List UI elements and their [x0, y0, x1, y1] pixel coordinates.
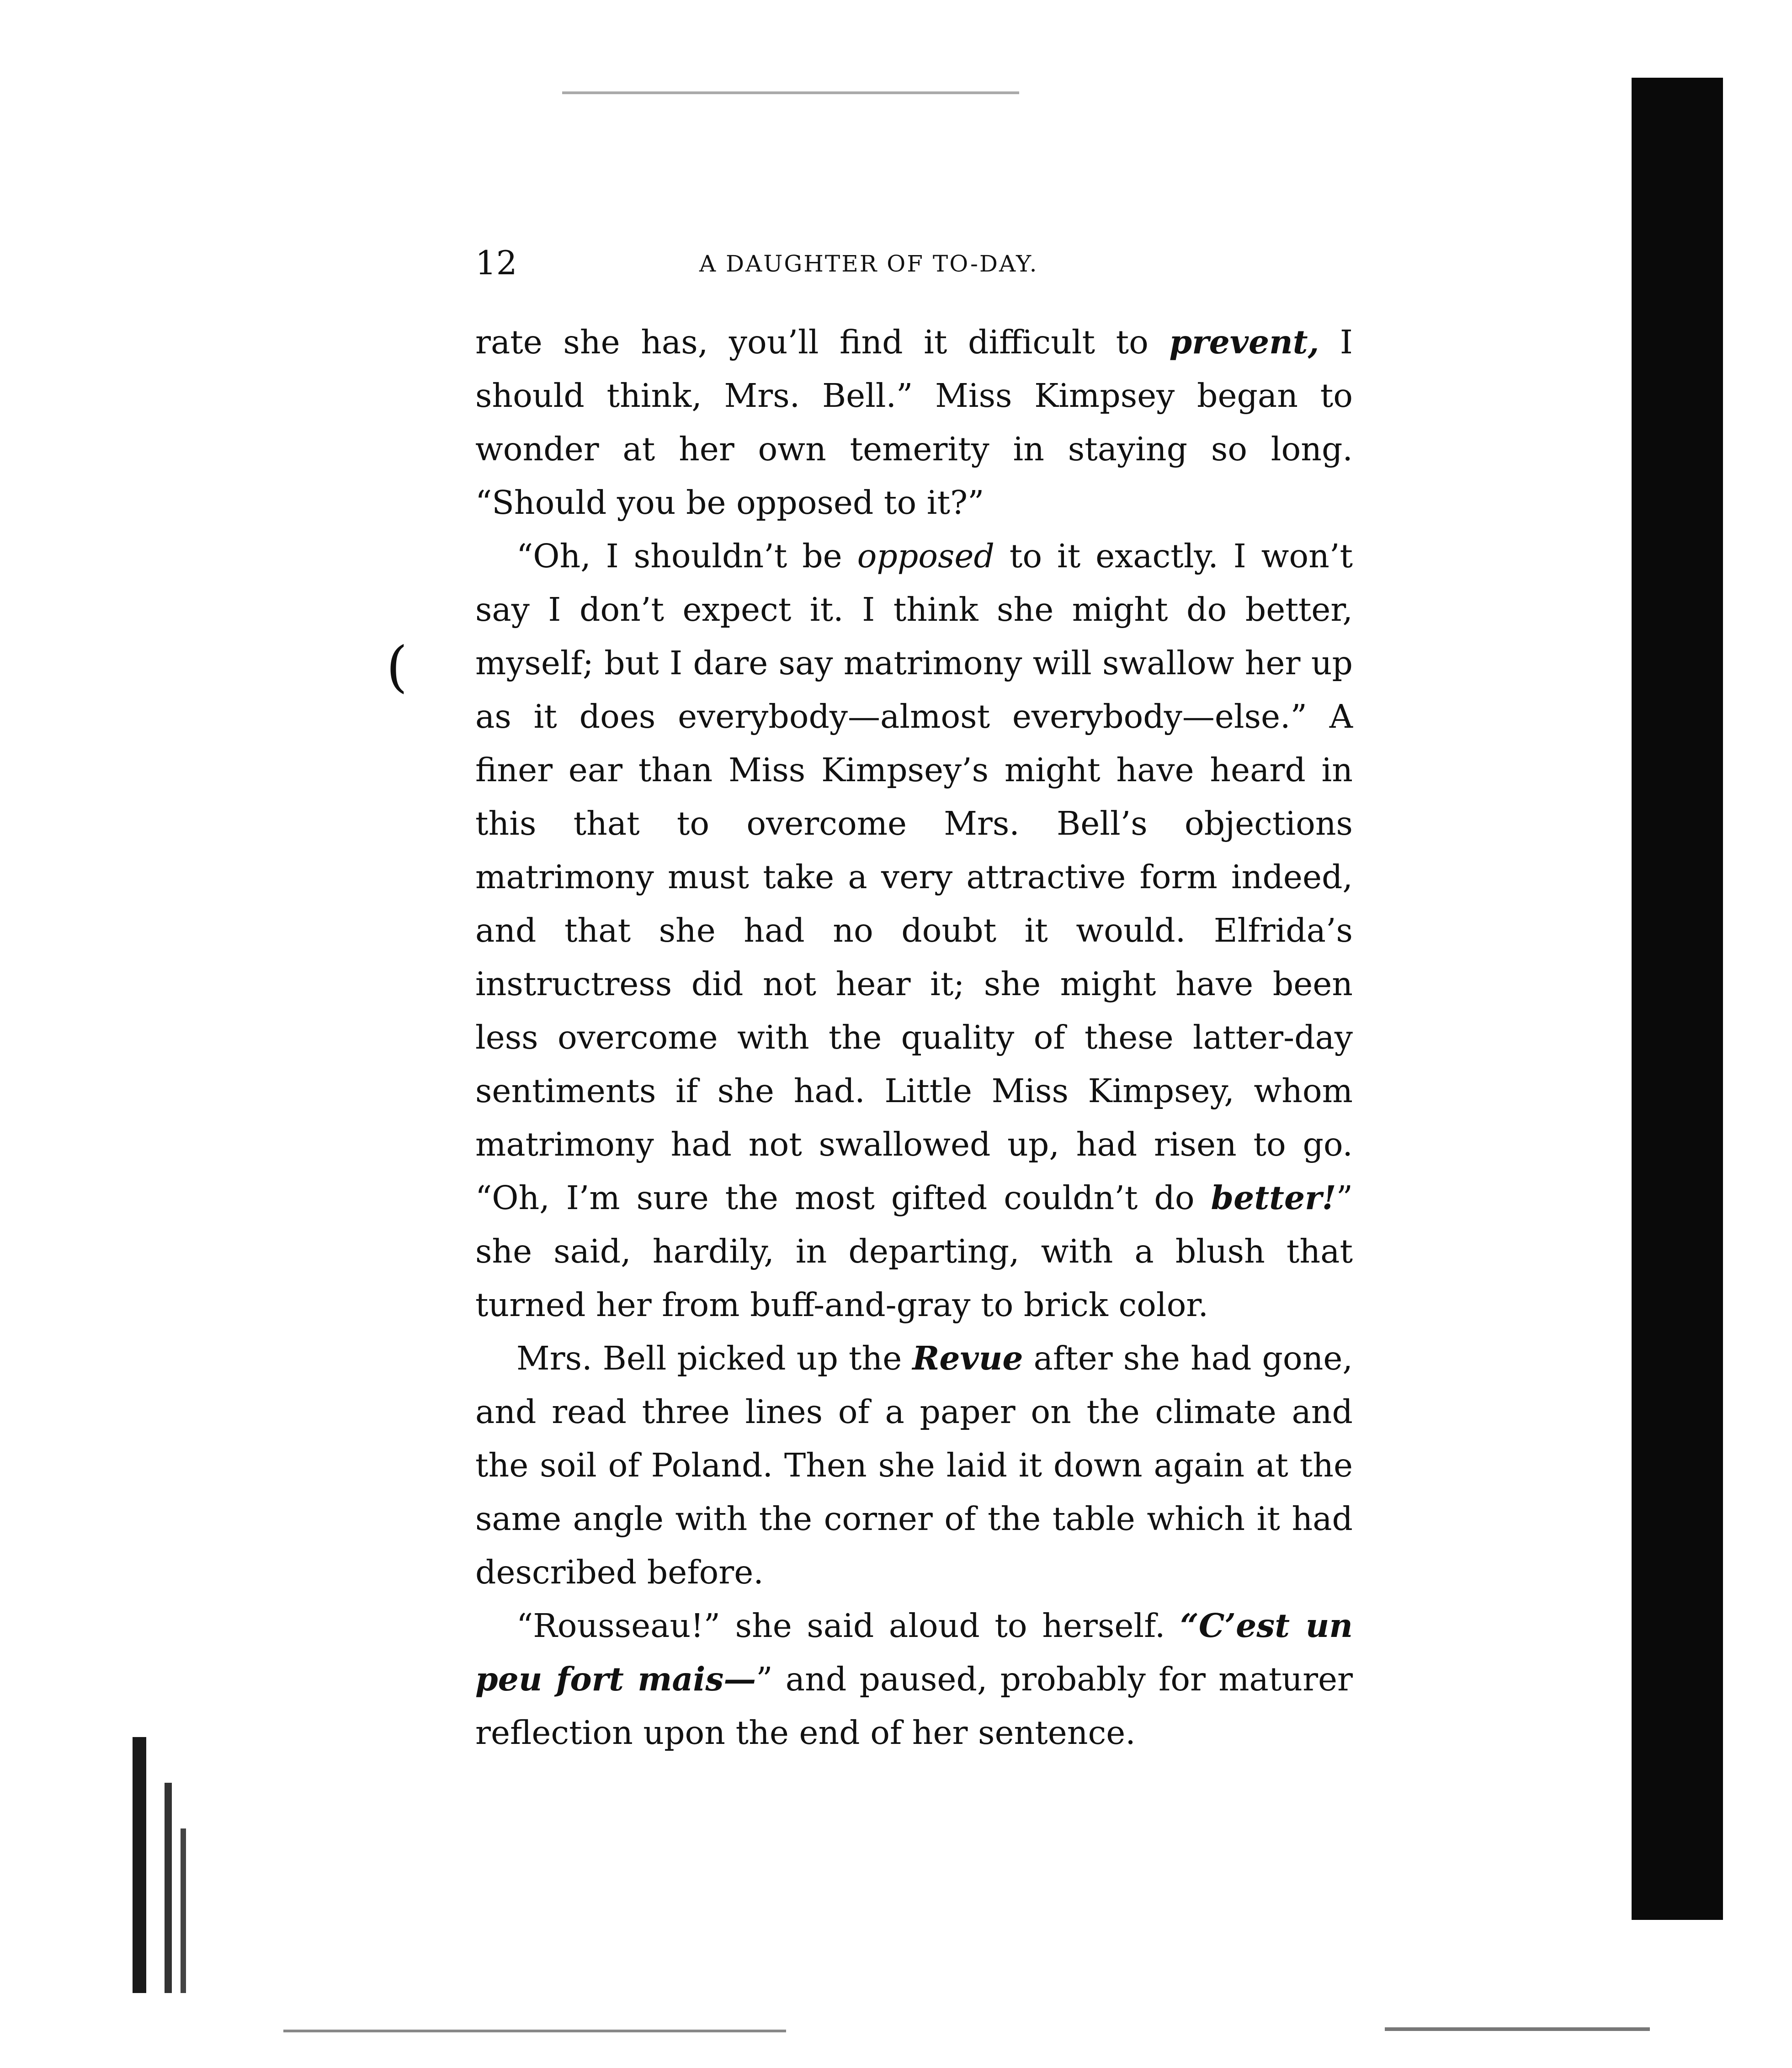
text-run: “Oh, I shouldn’t be	[516, 537, 857, 575]
text-run: after she had gone, and read three lines of a paper on the climate and the soil of Poland. Then she laid it down again at the same angle with the corner of the table which it had described before.	[475, 1339, 1353, 1591]
text-run: ” and paused, probably for maturer reflection upon the end of her sentence.	[475, 1660, 1353, 1752]
text-run: Mrs. Bell picked up the	[516, 1339, 913, 1377]
scan-noise-left-2	[181, 1828, 186, 1993]
scan-dark-edge-left	[133, 1737, 146, 1993]
text-run: “Rousseau!” she said aloud to herself.	[516, 1607, 1180, 1645]
emphasized-text: opposed	[857, 537, 994, 575]
paragraph	[475, 1332, 1353, 1599]
scan-noise-top	[562, 91, 1019, 94]
page-number: 12	[475, 244, 517, 282]
text-run: ” she said, hardily, in departing, with a blush that turned her from buff-and-gray to brick color.	[475, 1179, 1353, 1324]
body-text	[475, 315, 1353, 1759]
emphasized-text: “C’est un peu fort mais—	[475, 1606, 1353, 1698]
scan-dark-edge-right	[1632, 78, 1723, 1920]
emphasized-text: better!	[1211, 1178, 1336, 1217]
scan-noise-bottom-right	[1385, 2027, 1650, 2031]
scan-noise-left-1	[165, 1783, 172, 1993]
scan-noise-bottom	[283, 2030, 786, 2032]
running-head: A DAUGHTER OF TO-DAY.	[699, 251, 1038, 277]
text-run: I should think, Mrs. Bell.” Miss Kimpsey began to wonder at her own temerity in staying so long. “Should you be opposed to it?”	[475, 323, 1353, 522]
emphasized-text: prevent,	[1169, 323, 1319, 361]
paragraph	[475, 315, 1353, 529]
paragraph	[475, 1599, 1353, 1759]
margin-bracket-mark: (	[386, 635, 408, 699]
text-run: to it exactly. I won’t say I don’t expect it. I think she might do better, myself; but I dare say matrimony will swallow her up as it does everybody—almost everybody—else.” A finer ear than Miss Kimpsey’s might have heard in this that to overcome Mrs. Bell’s objections matrimony must take a very attractive form indeed, and that she had no doubt it would. Elfrida’s instructress did not hear it; she might have been less overcome with the quality of these latter-day sentiments if she had. Little Miss Kimpsey, whom matrimony had not swallowed up, had risen to go. “Oh, I’m sure the most gifted couldn’t do	[475, 537, 1353, 1217]
emphasized-text: Revue	[912, 1339, 1023, 1377]
text-run: rate she has, you’ll find it difficult to	[475, 323, 1170, 361]
page-header	[475, 245, 1353, 286]
paragraph	[475, 529, 1353, 1332]
